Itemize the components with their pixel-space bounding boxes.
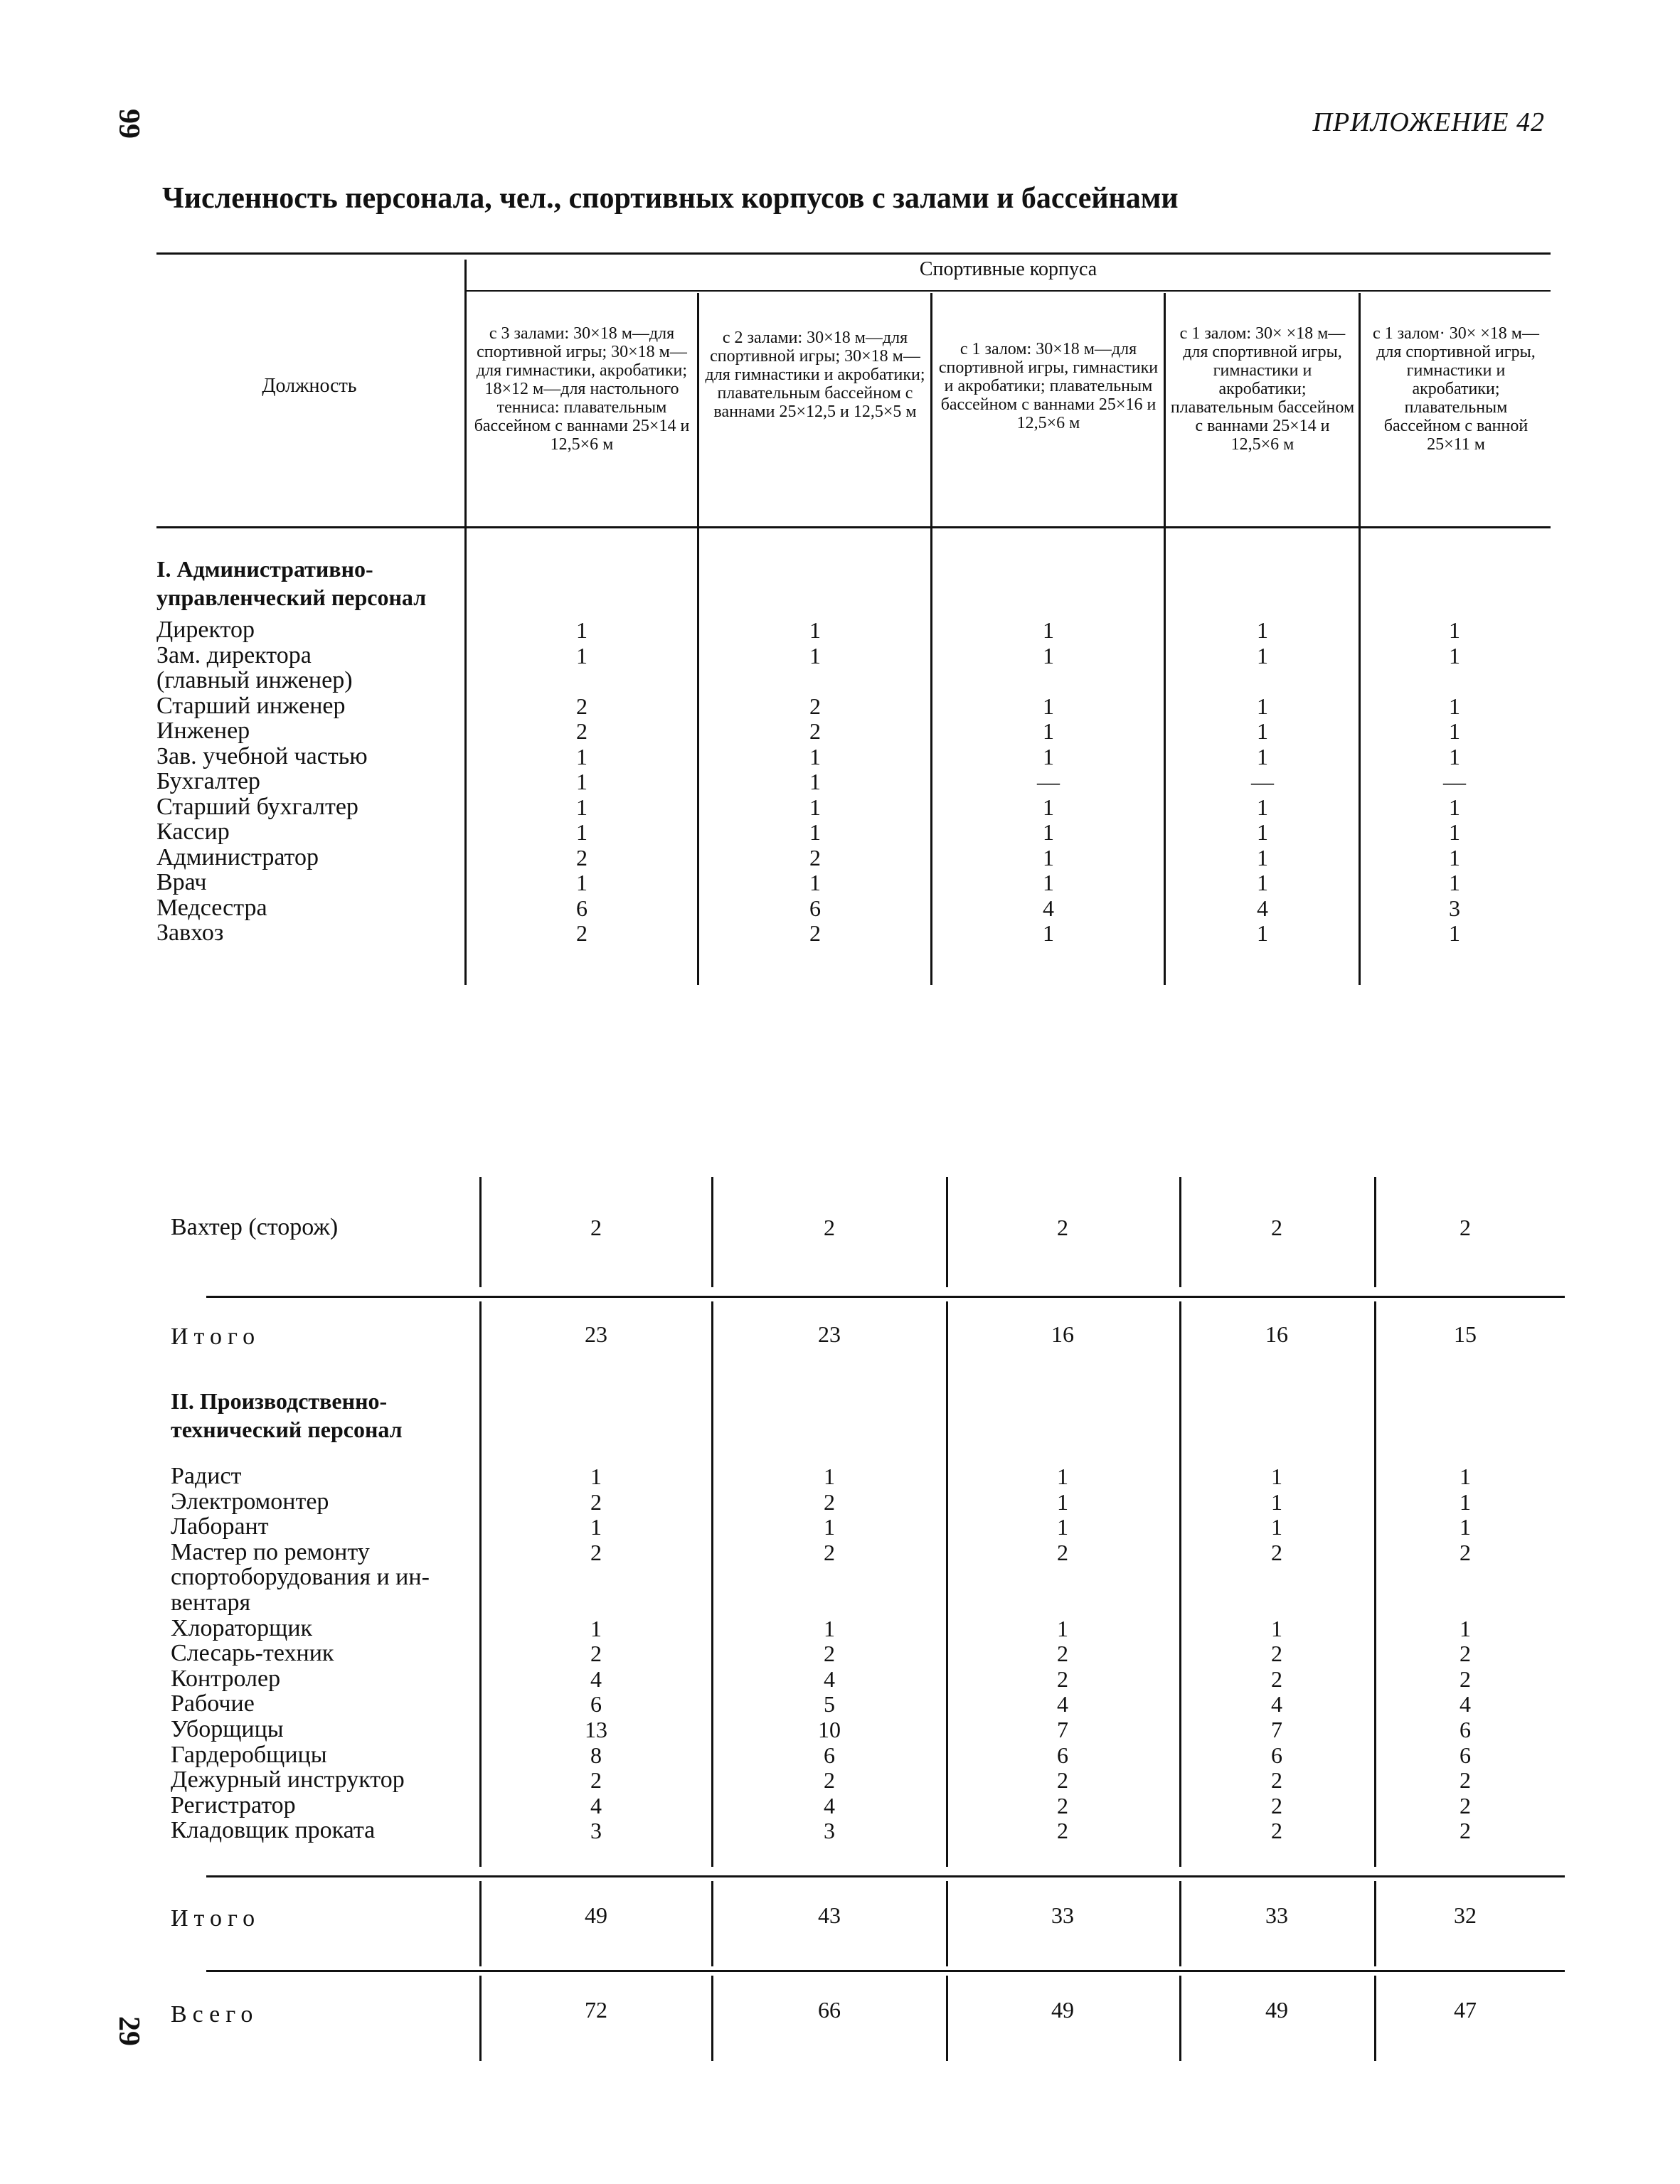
cell-value: 1	[1460, 1615, 1471, 1641]
cell-value: 49	[1265, 1997, 1288, 2023]
cell-value: 6	[1460, 1742, 1471, 1768]
cell-value: 1	[824, 1464, 835, 1489]
col-divider	[711, 1881, 713, 1966]
cell-value: 2	[824, 1488, 835, 1515]
cell-value: 2	[1460, 1539, 1471, 1565]
row-label: Радист	[171, 1463, 242, 1489]
cell-value: 4	[1043, 895, 1054, 921]
cell-value: 1	[590, 1615, 602, 1641]
col-divider	[1374, 1976, 1376, 2061]
cell-value: 1	[809, 794, 821, 820]
cell-value: 2	[809, 693, 821, 719]
cell-value: 2	[824, 1539, 835, 1565]
cell-value: 1	[1449, 844, 1460, 870]
cell-value: 49	[585, 1902, 607, 1928]
cell-value: 2	[590, 1767, 602, 1794]
cell-value: 16	[1051, 1321, 1074, 1347]
cell-value: 1	[1271, 1615, 1282, 1641]
cell-value: 1	[809, 743, 821, 769]
cell-value: 3	[1449, 895, 1460, 921]
position-header: Должность	[262, 375, 357, 397]
section-title-admin: I. Административно-управленческий персонал	[156, 556, 427, 610]
cell-value: 4	[1460, 1691, 1471, 1717]
cell-value: 1	[576, 819, 588, 845]
cell-value: 3	[824, 1818, 835, 1844]
cell-value: 1	[1271, 1464, 1282, 1489]
cell-value: —	[1443, 769, 1466, 794]
cell-value: 1	[1460, 1464, 1471, 1489]
row-label: Мастер по ремонту	[171, 1538, 370, 1565]
cell-value: 1	[1257, 844, 1268, 870]
cell-value: 47	[1454, 1997, 1477, 2023]
row-label: вентаря	[171, 1589, 251, 1616]
col-divider	[1374, 1177, 1376, 1287]
col-divider	[1179, 1301, 1181, 1867]
row-label-total-1: Итого	[171, 1323, 261, 1350]
col-divider	[479, 1881, 482, 1966]
cell-value: 4	[1057, 1691, 1068, 1717]
cell-value: 1	[1257, 617, 1268, 643]
cell-value: 6	[1057, 1742, 1068, 1768]
cell-value: 2	[1057, 1666, 1068, 1692]
cell-value: 2	[1460, 1666, 1471, 1692]
row-label-watchman: Вахтер (сторож)	[171, 1214, 339, 1240]
cell-value: 2	[1460, 1215, 1471, 1240]
column-header-4: с 1 залом: 30× ×18 м—для спортивной игры, гимнастики и акробатики; плавательным бассейном с ваннами 25×14 и 12,5×6 м	[1170, 324, 1355, 454]
cell-value: 2	[1271, 1215, 1282, 1240]
cell-value: 4	[1271, 1691, 1282, 1717]
cell-value: 1	[1449, 819, 1460, 845]
row-label: Гардеробщицы	[171, 1741, 327, 1768]
cell-value: 2	[1460, 1767, 1471, 1794]
cell-value: 3	[590, 1818, 602, 1844]
section-title-production: II. Производственно-технический персонал	[171, 1388, 403, 1442]
cell-value: 1	[824, 1514, 835, 1540]
cell-value: 2	[824, 1767, 835, 1794]
cell-value: 4	[590, 1666, 602, 1692]
cell-value: 2	[1271, 1767, 1282, 1794]
cell-value: 1	[1043, 819, 1054, 845]
column-header-1: с 3 залами: 30×18 м—для спортивной игры; 30×18 м—для гимнастики, акробатики; 18×12 м—для настольного тенниса: плавательным бассейном с ваннами 25×14 и 12,5×6 м	[474, 324, 690, 454]
cell-value: 66	[818, 1997, 841, 2023]
page-title: Численность персонала, чел., спортивных корпусов с залами и бассейнами	[162, 182, 1179, 215]
cell-value: 7	[1271, 1717, 1282, 1742]
cell-value: 2	[1271, 1539, 1282, 1565]
cell-value: 2	[1057, 1539, 1068, 1565]
total-rule-2	[206, 1875, 1565, 1877]
cell-value: 2	[1271, 1818, 1282, 1844]
cell-value: 1	[1043, 718, 1054, 744]
col-divider	[1374, 1881, 1376, 1966]
cell-value: 1	[809, 819, 821, 845]
cell-value: 1	[809, 870, 821, 895]
cell-value: 2	[824, 1215, 835, 1240]
cell-value: 2	[1460, 1818, 1471, 1844]
cell-value: 23	[818, 1321, 841, 1347]
row-label: Инженер	[156, 718, 250, 744]
cell-value: 2	[1460, 1641, 1471, 1667]
cell-value: 1	[576, 870, 588, 895]
cell-value: 1	[1257, 794, 1268, 820]
column-header-2: с 2 залами: 30×18 м—для спортивной игры; 30×18 м—для гимнастики и акробатики; плавательным бассейном с ваннами 25×12,5 и 12,5×5 м	[705, 329, 925, 421]
row-label: Завхоз	[156, 920, 224, 946]
cell-value: 33	[1051, 1902, 1074, 1928]
cell-value: 1	[1257, 870, 1268, 895]
col-divider	[946, 1301, 948, 1867]
column-header-3: с 1 залом: 30×18 м—для спортивной игры, гимнастики и акробатики; плавательным бассейном с ваннами 25×16 и 12,5×6 м	[938, 340, 1159, 432]
cell-value: 1	[1057, 1514, 1068, 1540]
cell-value: 1	[1449, 870, 1460, 895]
cell-value: 1	[1449, 794, 1460, 820]
cell-value: 2	[1057, 1641, 1068, 1667]
cell-value: 1	[1449, 718, 1460, 744]
row-label: Администратор	[156, 843, 319, 870]
appendix-label: ПРИЛОЖЕНИЕ 42	[1312, 107, 1545, 137]
cell-value: 1	[1257, 718, 1268, 744]
cell-value: 1	[1043, 642, 1054, 668]
cell-value: 1	[809, 617, 821, 643]
cell-value: —	[1251, 769, 1274, 794]
col-divider	[697, 293, 699, 985]
cell-value: 6	[1271, 1742, 1282, 1768]
col-divider	[711, 1177, 713, 1287]
cell-value: 10	[818, 1717, 841, 1742]
cell-value: 1	[1057, 1615, 1068, 1641]
col-divider	[479, 1976, 482, 2061]
row-label: Уборщицы	[171, 1716, 284, 1742]
cell-value: 1	[809, 769, 821, 794]
cell-value: 23	[585, 1321, 607, 1347]
cell-value: 6	[590, 1691, 602, 1717]
cell-value: 1	[1449, 693, 1460, 719]
cell-value: 1	[1057, 1488, 1068, 1515]
group-header: Спортивные корпуса	[919, 258, 1097, 280]
cell-value: 1	[576, 617, 588, 643]
cell-value: 2	[576, 844, 588, 870]
cell-value: 43	[818, 1902, 841, 1928]
cell-value: 5	[824, 1691, 835, 1717]
cell-value: 2	[1271, 1641, 1282, 1667]
cell-value: 8	[590, 1742, 602, 1768]
col-divider	[479, 1177, 482, 1287]
cell-value: 2	[1057, 1767, 1068, 1794]
cell-value: 1	[576, 794, 588, 820]
total-rule-1	[206, 1296, 1565, 1298]
cell-value: 2	[590, 1488, 602, 1515]
cell-value: 1	[1271, 1488, 1282, 1515]
cell-value: 1	[576, 769, 588, 794]
row-label: (главный инженер)	[156, 667, 353, 693]
cell-value: 2	[809, 920, 821, 946]
col-divider	[1179, 1976, 1181, 2061]
cell-value: 1	[1043, 693, 1054, 719]
row-label: Рабочие	[171, 1690, 255, 1717]
cell-value: 4	[824, 1792, 835, 1818]
col-divider	[946, 1177, 948, 1287]
row-label: Кассир	[156, 819, 230, 845]
table-top-rule	[156, 252, 1551, 255]
cell-value: 2	[576, 718, 588, 744]
cell-value: 1	[590, 1464, 602, 1489]
row-label: Слесарь-техник	[171, 1640, 334, 1667]
cell-value: 1	[1043, 920, 1054, 946]
cell-value: 1	[824, 1615, 835, 1641]
cell-value: 2	[1460, 1792, 1471, 1818]
col-divider	[711, 1301, 713, 1867]
cell-value: 49	[1051, 1997, 1074, 2023]
row-label: Хлораторщик	[171, 1614, 313, 1641]
row-label: Медсестра	[156, 894, 267, 921]
cell-value: 1	[809, 642, 821, 668]
cell-value: 2	[1057, 1818, 1068, 1844]
row-label: Дежурный инструктор	[171, 1767, 405, 1794]
col-divider	[711, 1976, 713, 2061]
page-number-bottom: 29	[112, 2016, 145, 2046]
cell-value: 6	[1460, 1717, 1471, 1742]
cell-value: 15	[1454, 1321, 1477, 1347]
cell-value: 2	[1057, 1215, 1068, 1240]
cell-value: 1	[1043, 743, 1054, 769]
row-label: Регистратор	[171, 1791, 296, 1818]
column-header-5: с 1 залом· 30× ×18 м—для спортивной игры, гимнастики и акробатики; плавательным бассейном с ванной 25×11 м	[1373, 324, 1539, 454]
page-number-top: 99	[112, 109, 145, 139]
cell-value: 1	[576, 642, 588, 668]
cell-value: 1	[1257, 693, 1268, 719]
cell-value: 1	[1460, 1514, 1471, 1540]
cell-value: 16	[1265, 1321, 1288, 1347]
cell-value: 4	[590, 1792, 602, 1818]
cell-value: 2	[590, 1539, 602, 1565]
header-bottom-rule	[156, 526, 1551, 528]
cell-value: 1	[1449, 642, 1460, 668]
cell-value: 2	[1271, 1666, 1282, 1692]
cell-value: 1	[1257, 642, 1268, 668]
col-divider	[464, 260, 467, 985]
row-label-grand-total: Всего	[171, 2001, 259, 2028]
row-label: Врач	[156, 869, 207, 895]
cell-value: 1	[1057, 1464, 1068, 1489]
row-label: спортоборудования и ин-	[171, 1564, 430, 1591]
cell-value: 1	[1257, 920, 1268, 946]
cell-value: 13	[585, 1717, 607, 1742]
group-header-rule	[466, 290, 1551, 292]
col-divider	[479, 1301, 482, 1867]
col-divider	[1374, 1301, 1376, 1867]
row-label: Зав. учебной частью	[156, 742, 368, 769]
row-label: Директор	[156, 617, 255, 643]
cell-value: 2	[590, 1215, 602, 1240]
cell-value: 1	[576, 743, 588, 769]
row-label: Старший инженер	[156, 692, 346, 719]
cell-value: 1	[1043, 870, 1054, 895]
cell-value: 33	[1265, 1902, 1288, 1928]
cell-value: 1	[1449, 617, 1460, 643]
col-divider	[930, 293, 932, 985]
cell-value: 72	[585, 1997, 607, 2023]
col-divider	[1164, 293, 1166, 985]
cell-value: 6	[576, 895, 588, 921]
cell-value: 32	[1454, 1902, 1477, 1928]
cell-value: 2	[590, 1641, 602, 1667]
row-label: Кладовщик проката	[171, 1817, 376, 1844]
cell-value: 7	[1057, 1717, 1068, 1742]
cell-value: 2	[824, 1641, 835, 1667]
cell-value: 2	[1057, 1792, 1068, 1818]
row-label: Старший бухгалтер	[156, 793, 358, 820]
cell-value: 2	[809, 844, 821, 870]
cell-value: 1	[1271, 1514, 1282, 1540]
cell-value: 6	[809, 895, 821, 921]
col-divider	[946, 1881, 948, 1966]
cell-value: 1	[590, 1514, 602, 1540]
grand-total-rule	[206, 1970, 1565, 1972]
cell-value: 1	[1257, 819, 1268, 845]
col-divider	[1359, 293, 1361, 985]
cell-value: —	[1037, 769, 1060, 794]
cell-value: 1	[1043, 844, 1054, 870]
cell-value: 2	[576, 693, 588, 719]
row-label: Электромонтер	[171, 1488, 329, 1515]
col-divider	[946, 1976, 948, 2061]
row-label: Зам. директора	[156, 641, 312, 668]
cell-value: 1	[1043, 794, 1054, 820]
cell-value: 1	[1460, 1488, 1471, 1515]
col-divider	[1179, 1881, 1181, 1966]
col-divider	[1179, 1177, 1181, 1287]
row-label: Лаборант	[171, 1513, 269, 1540]
cell-value: 1	[1449, 920, 1460, 946]
row-label: Бухгалтер	[156, 768, 260, 794]
cell-value: 4	[1257, 895, 1268, 921]
cell-value: 1	[1449, 743, 1460, 769]
cell-value: 1	[1043, 617, 1054, 643]
row-label-total-2: Итого	[171, 1905, 261, 1932]
cell-value: 6	[824, 1742, 835, 1768]
cell-value: 2	[1271, 1792, 1282, 1818]
cell-value: 4	[824, 1666, 835, 1692]
cell-value: 2	[809, 718, 821, 744]
cell-value: 1	[1257, 743, 1268, 769]
cell-value: 2	[576, 920, 588, 946]
row-label: Контролер	[171, 1665, 281, 1692]
